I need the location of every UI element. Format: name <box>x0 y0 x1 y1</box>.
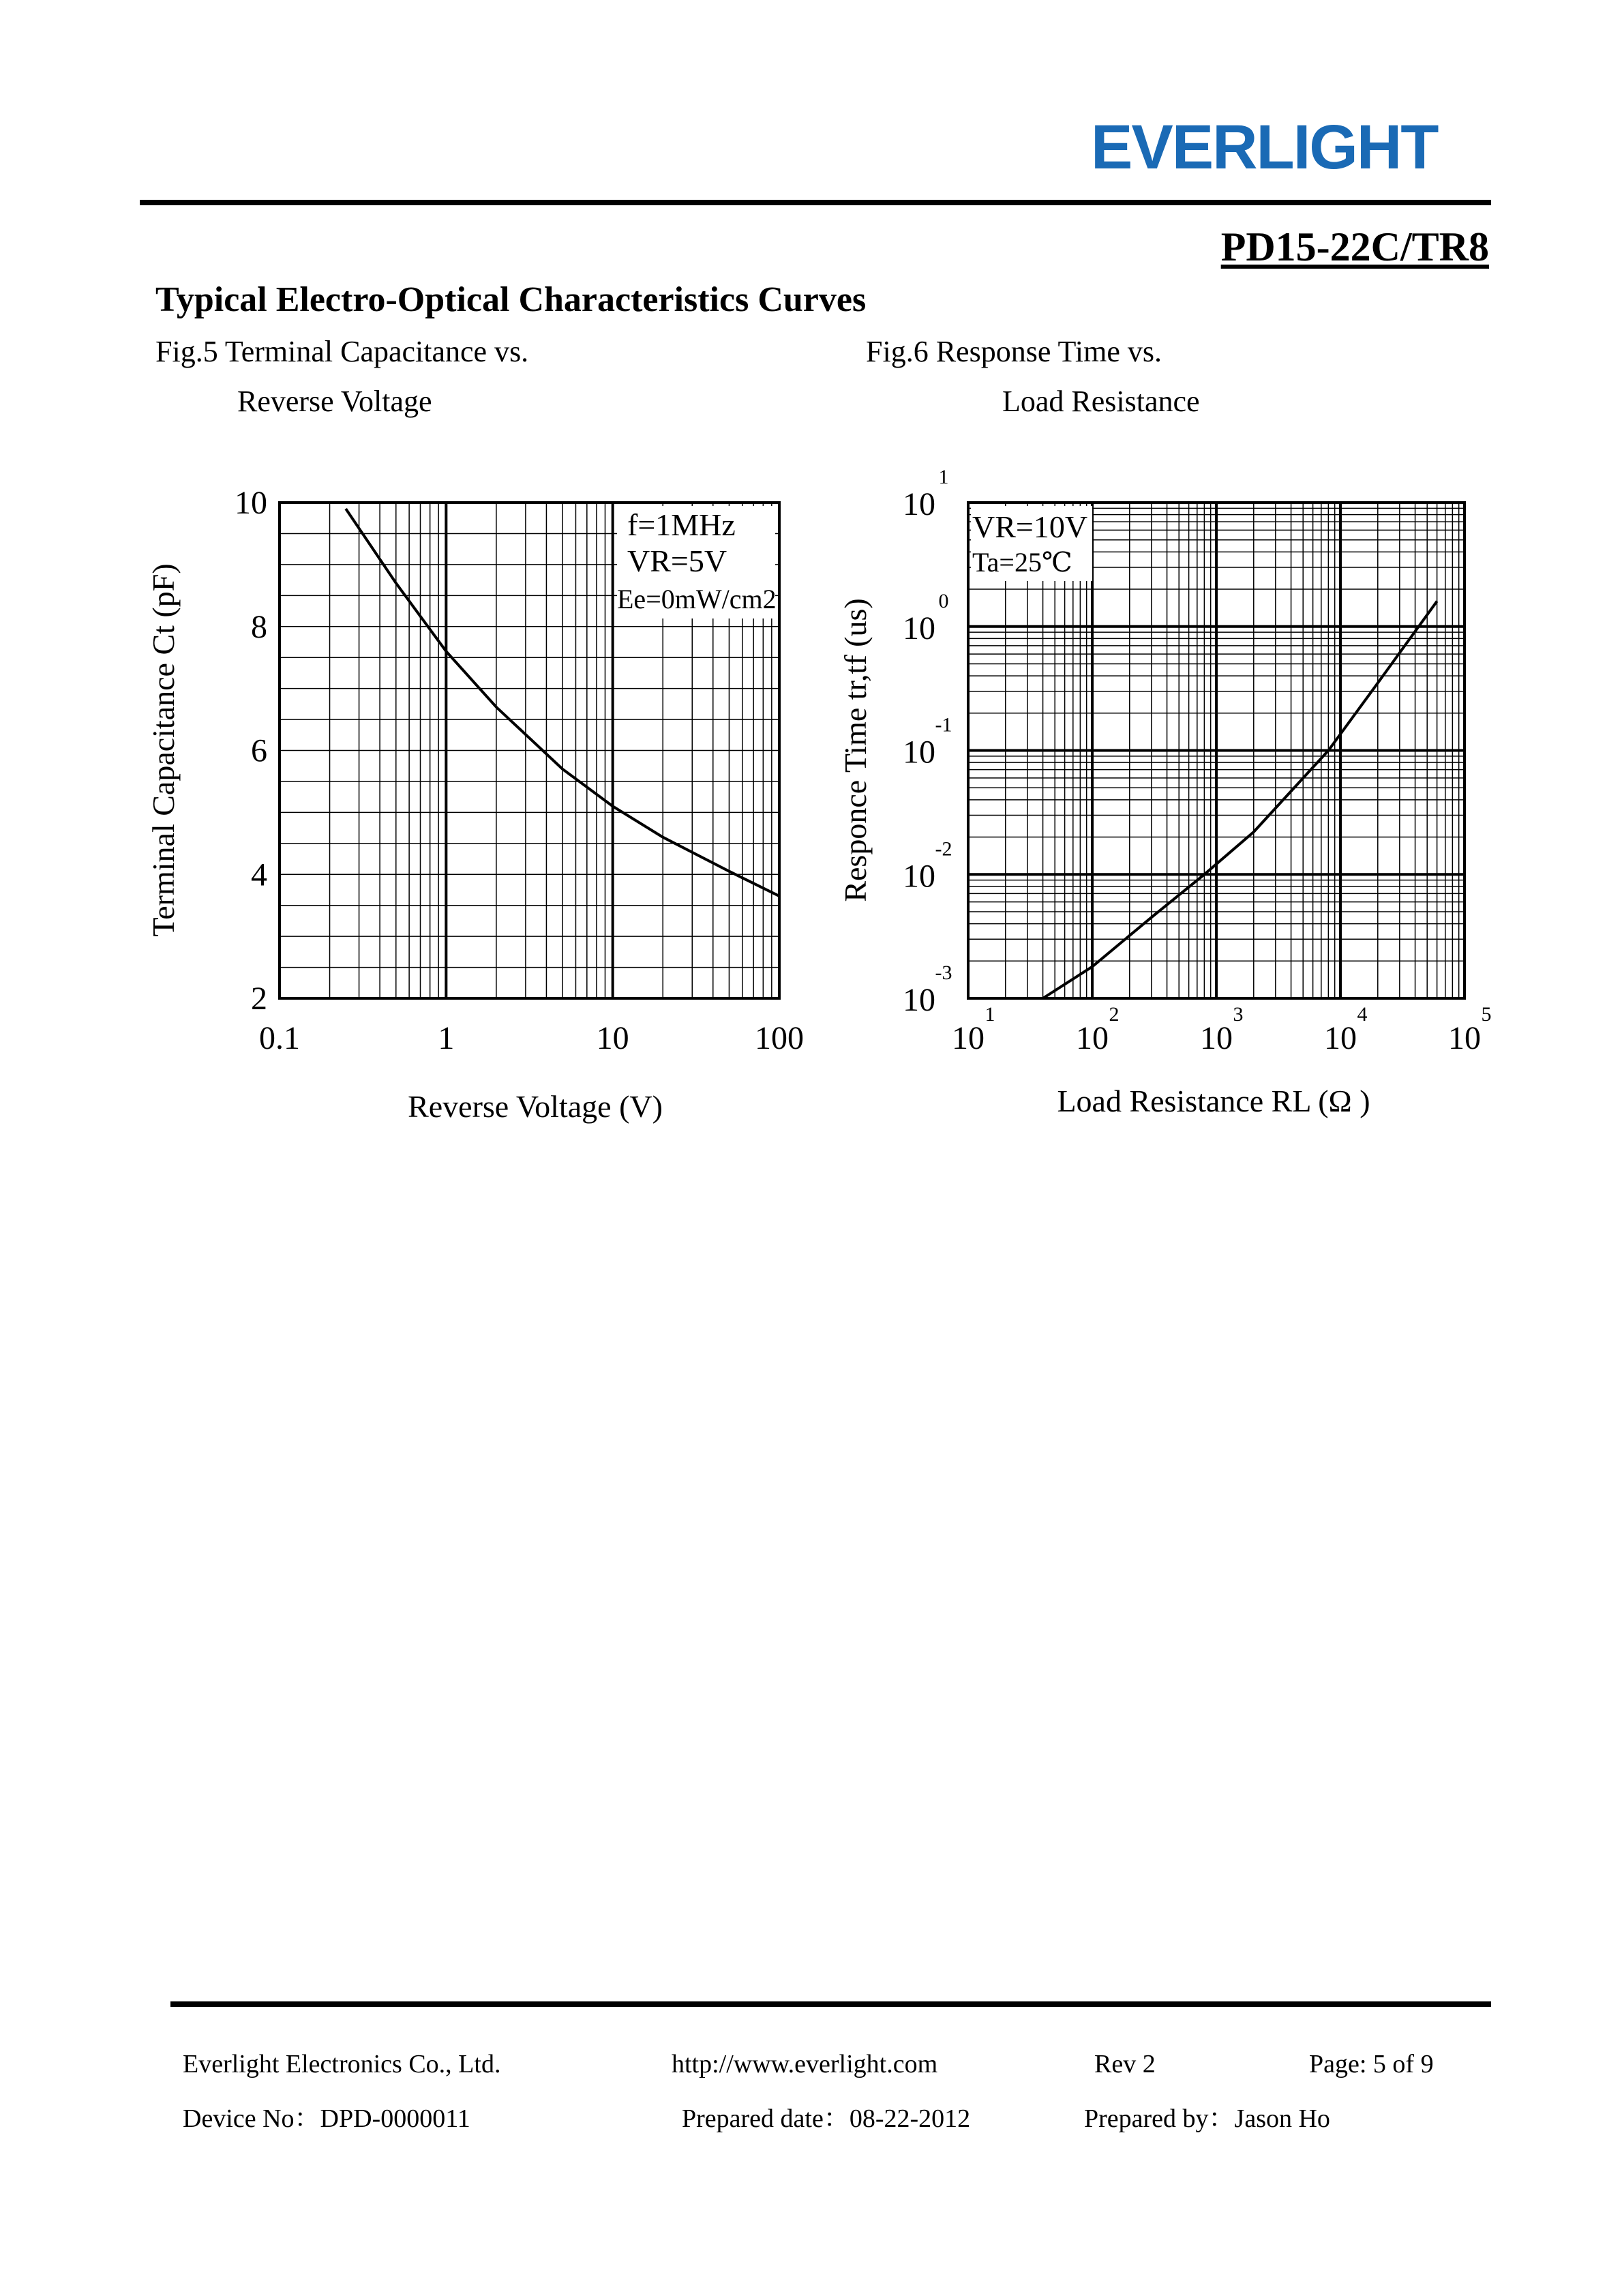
fig6-x-tick-label: 10 <box>952 1020 985 1056</box>
fig5-x-tick-label: 100 <box>755 1020 804 1056</box>
fig5-cond-freq: f=1MHz <box>627 507 736 542</box>
fig6-cond-ta: Ta=25℃ <box>972 547 1072 578</box>
fig6-y-tick-label: 10 <box>903 486 935 522</box>
fig5-y-axis-label: Terminal Capacitance Ct (pF) <box>146 563 181 937</box>
fig6-y-tick-exponent: 1 <box>938 466 949 488</box>
fig6-y-tick-label: 10 <box>903 610 935 646</box>
fig5-x-tick-label: 1 <box>438 1020 455 1056</box>
fig6-x-axis-label: Load Resistance RL (Ω ) <box>1057 1084 1370 1118</box>
footer-page: Page: 5 of 9 <box>1309 2050 1434 2078</box>
fig5-y-tick-label: 2 <box>251 981 267 1017</box>
fig5-cond-vr: VR=5V <box>627 543 727 578</box>
fig6-y-tick-label: 10 <box>903 734 935 771</box>
footer-prepared-by: Prepared by：Jason Ho <box>1084 2104 1330 2133</box>
fig6-y-tick-exponent: -3 <box>935 961 952 984</box>
fig6-caption-line1: Fig.6 Response Time vs. <box>866 335 1162 368</box>
fig6-cond-vr: VR=10V <box>972 509 1088 544</box>
fig6-x-tick-exponent: 4 <box>1357 1003 1368 1026</box>
footer-rev: Rev 2 <box>1094 2050 1156 2078</box>
company-logo: EVERLIGHT <box>1091 113 1438 182</box>
fig6-x-tick-label: 10 <box>1076 1020 1109 1056</box>
fig6-y-tick-exponent: -2 <box>935 837 952 861</box>
fig5-chart <box>146 485 804 1124</box>
footer-company: Everlight Electronics Co., Ltd. <box>183 2050 501 2078</box>
fig6-y-tick-label: 10 <box>903 982 935 1018</box>
fig6-caption-line2: Load Resistance <box>1002 385 1200 418</box>
footer-date: Prepared date：08-22-2012 <box>682 2104 971 2133</box>
fig6-y-tick-label: 10 <box>903 858 935 895</box>
fig5-y-tick-label: 8 <box>251 608 267 645</box>
fig5-y-tick-label: 4 <box>251 856 267 893</box>
fig5-cond-ee: Ee=0mW/cm2 <box>617 584 777 614</box>
fig6-x-tick-exponent: 2 <box>1109 1003 1120 1026</box>
fig6-x-tick-exponent: 1 <box>985 1003 995 1026</box>
fig6-x-tick-label: 10 <box>1200 1020 1233 1056</box>
fig6-x-tick-exponent: 3 <box>1233 1003 1244 1026</box>
footer-rule <box>170 2001 1491 2007</box>
part-number: PD15-22C/TR8 <box>1220 224 1489 269</box>
footer-url[interactable]: http://www.everlight.com <box>672 2050 938 2078</box>
fig6-x-tick-exponent: 5 <box>1481 1003 1492 1026</box>
section-title: Typical Electro-Optical Characteristics Curves <box>155 280 867 319</box>
fig6-x-tick-label: 10 <box>1448 1020 1481 1056</box>
fig5-caption-line1: Fig.5 Terminal Capacitance vs. <box>155 335 529 368</box>
fig6-y-tick-exponent: 0 <box>938 589 949 612</box>
fig5-y-tick-label: 10 <box>235 485 267 521</box>
fig6-y-tick-exponent: -1 <box>935 713 952 736</box>
footer-device: Device No：DPD-0000011 <box>183 2104 470 2133</box>
fig5-y-tick-label: 6 <box>251 732 267 769</box>
fig5-x-tick-label: 0.1 <box>259 1020 300 1056</box>
fig5-x-tick-label: 10 <box>596 1020 629 1056</box>
fig6-y-axis-label: Responce Time tr,tf (us) <box>838 598 873 902</box>
fig6-x-tick-label: 10 <box>1324 1020 1357 1056</box>
fig5-x-axis-label: Reverse Voltage (V) <box>408 1089 663 1124</box>
fig5-caption-line2: Reverse Voltage <box>237 385 432 418</box>
fig6-chart <box>838 466 1492 1118</box>
